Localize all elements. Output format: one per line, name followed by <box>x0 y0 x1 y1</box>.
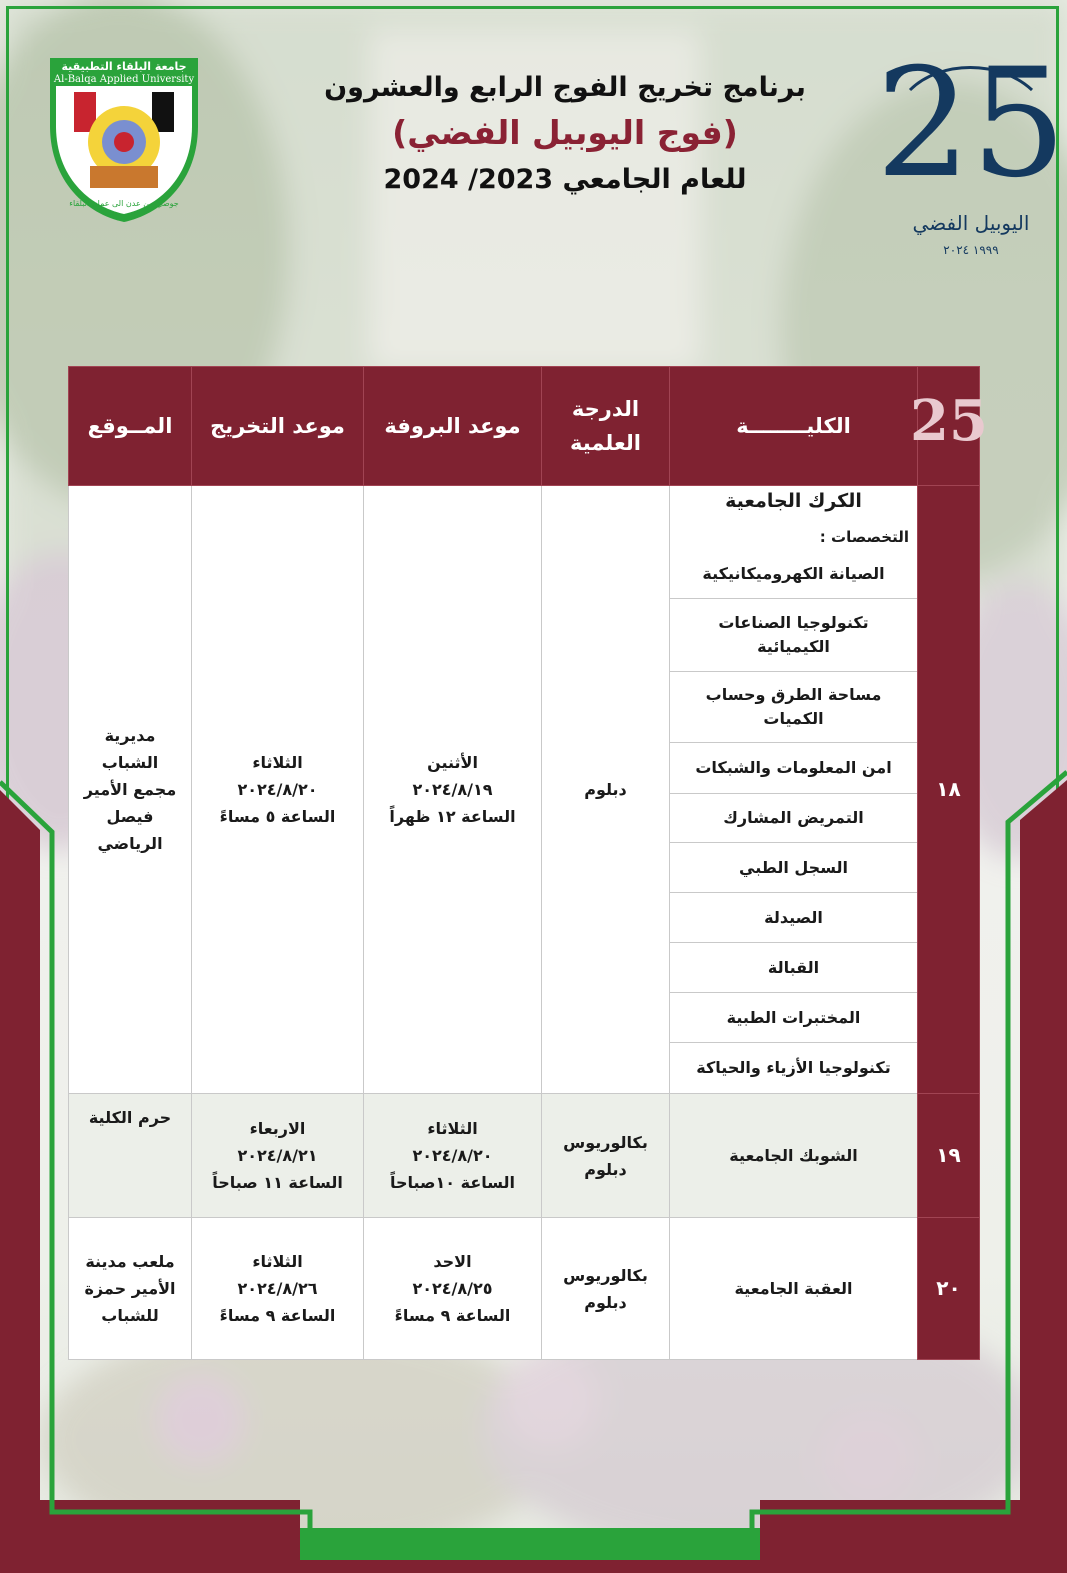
silver-jubilee-title: (فوج اليوبيل الفضي) <box>392 113 738 152</box>
table-header-row <box>69 367 980 486</box>
college-name: الكرك الجامعية <box>725 490 862 512</box>
jubilee-years: ١٩٩٩ ٢٠٢٤ <box>943 243 999 257</box>
rehearsal-date: ٢٠٢٤/٨/٢٠ <box>412 1146 493 1165</box>
graduation-day: الاربعاء <box>249 1119 306 1138</box>
degree-diploma: دبلوم <box>584 1159 627 1179</box>
rehearsal-cell <box>364 486 542 1094</box>
header-number-cell <box>909 367 988 486</box>
rehearsal-time: الساعة ٩ مساءً <box>394 1306 511 1325</box>
specialization-item: القبالة <box>670 942 917 992</box>
graduation-schedule-table <box>68 366 988 1360</box>
rehearsal-cell <box>364 1094 542 1218</box>
graduation-time: الساعة ٩ مساءً <box>219 1306 336 1325</box>
program-title: برنامج تخريج الفوج الرابع والعشرون <box>324 72 806 103</box>
graduation-day: الثلاثاء <box>252 753 303 772</box>
svg-text:25: 25 <box>909 387 988 454</box>
college-cell <box>670 486 918 1094</box>
jubilee-mini-icon <box>909 378 988 470</box>
poster-header <box>300 68 830 202</box>
specialization-item: الصيدلة <box>670 892 917 942</box>
degree-bachelor: بكالوريوس <box>563 1265 648 1285</box>
degree-bachelor: بكالوريوس <box>563 1132 648 1152</box>
header-graduation: موعد التخريج <box>192 367 364 486</box>
specialization-item: التمريض المشارك <box>670 793 917 843</box>
college-name: العقبة الجامعية <box>670 1218 918 1360</box>
specialization-item: السجل الطبي <box>670 842 917 892</box>
row-number: ١٨ <box>918 486 980 1094</box>
location-cell: حرم الكلية <box>69 1094 192 1218</box>
rehearsal-date: ٢٠٢٤/٨/٢٥ <box>412 1279 493 1298</box>
degree-cell: دبلوم <box>542 486 670 1094</box>
specialization-item: الصيانة الكهروميكانيكية <box>702 564 885 583</box>
university-motto: جوصي من عدن الى عمان البلقاء <box>69 199 179 208</box>
rehearsal-cell <box>364 1218 542 1360</box>
rehearsal-time: الساعة ١٢ ظهراً <box>389 807 516 826</box>
college-name: الشوبك الجامعية <box>670 1094 918 1218</box>
location-cell: مديرية الشباب مجمع الأمير فيصل الرياضي <box>69 486 192 1094</box>
rehearsal-time: الساعة ١٠صباحاً <box>389 1173 516 1192</box>
rehearsal-day: الثلاثاء <box>427 1119 478 1138</box>
graduation-time: الساعة ١١ صباحاً <box>212 1173 343 1192</box>
jubilee-number: 25 <box>875 37 1067 211</box>
graduation-date: ٢٠٢٤/٨/٢٦ <box>237 1279 318 1298</box>
graduation-cell <box>192 1218 364 1360</box>
specialization-item: تكنولوجيا الأزياء والحياكة <box>670 1042 917 1092</box>
table-row <box>69 1094 980 1218</box>
graduation-day: الثلاثاء <box>252 1252 303 1271</box>
degree-cell <box>542 1218 670 1360</box>
row-number: ١٩ <box>918 1094 980 1218</box>
graduation-time: الساعة ٥ مساءً <box>219 807 336 826</box>
specialization-item: مساحة الطرق وحساب الكميات <box>670 671 917 742</box>
graduation-date: ٢٠٢٤/٨/٢١ <box>237 1146 318 1165</box>
degree-diploma: دبلوم <box>584 1292 627 1312</box>
jubilee-text: اليوبيل الفضي <box>912 211 1030 235</box>
degree-cell <box>542 1094 670 1218</box>
university-logo <box>44 56 204 224</box>
specializations-label: التخصصات : <box>819 528 909 546</box>
header-college: الكليــــــــة <box>670 367 918 486</box>
graduation-cell <box>192 486 364 1094</box>
location-cell: ملعب مدينة الأمير حمزة للشباب <box>69 1218 192 1360</box>
specialization-item: تكنولوجيا الصناعات الكيميائية <box>670 598 917 671</box>
row-number: ٢٠ <box>918 1218 980 1360</box>
rehearsal-date: ٢٠٢٤/٨/١٩ <box>412 780 493 799</box>
university-name-en: Al-Balqa Applied University <box>53 74 195 85</box>
rehearsal-day: الأثنين <box>427 753 478 772</box>
academic-year: للعام الجامعي 2023/ 2024 <box>383 164 747 195</box>
table-row <box>69 486 980 1094</box>
silver-jubilee-logo <box>875 30 1067 265</box>
university-name-ar: جامعة البلقاء التطبيقية <box>61 60 187 73</box>
graduation-cell <box>192 1094 364 1218</box>
specialization-item: المختبرات الطبية <box>670 992 917 1042</box>
specialization-item: امن المعلومات والشبكات <box>670 742 917 793</box>
table-row <box>69 1218 980 1360</box>
rehearsal-day: الاحد <box>433 1252 472 1271</box>
header-rehearsal: موعد البروفة <box>364 367 542 486</box>
graduation-date: ٢٠٢٤/٨/٢٠ <box>237 780 318 799</box>
header-location: المــوقع <box>69 367 192 486</box>
header-degree: الدرجة العلمية <box>542 367 670 486</box>
